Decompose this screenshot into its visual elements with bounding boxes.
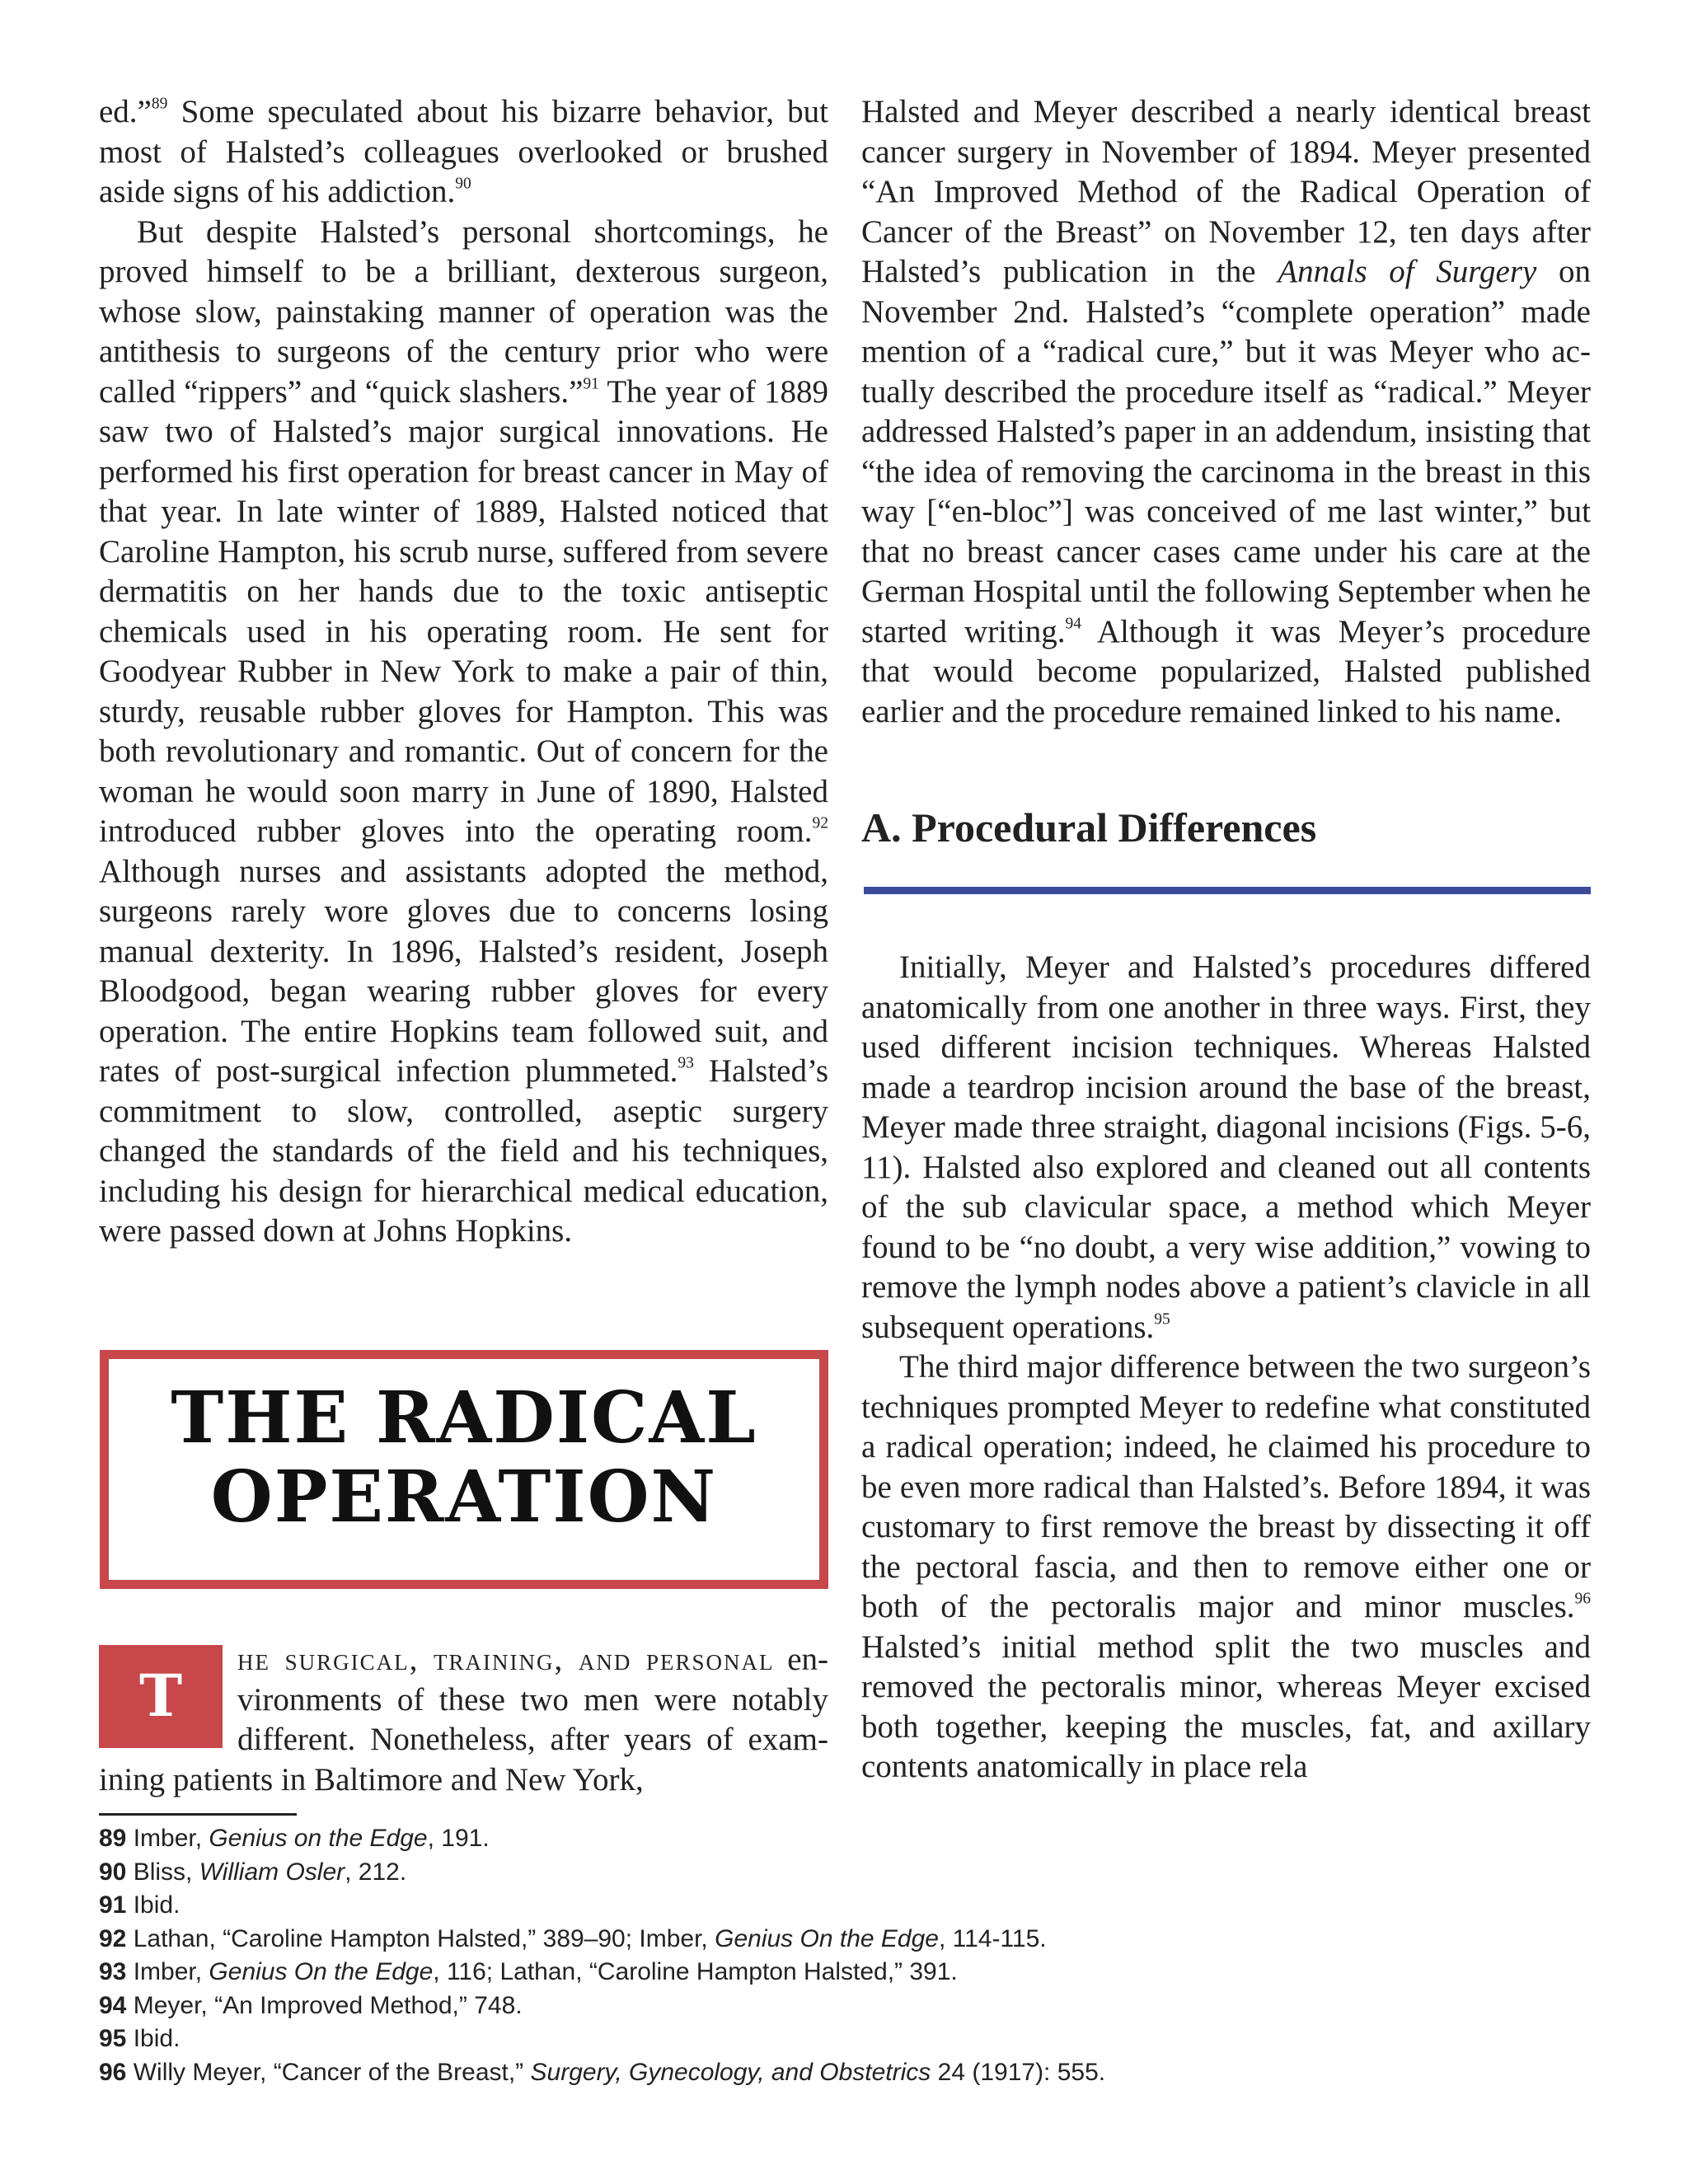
footnote-item [99, 1956, 1500, 1990]
text-run: , 114-115. [938, 1924, 1047, 1952]
footnote-number: 89 [99, 1825, 127, 1852]
text-run: Bliss, [126, 1858, 199, 1886]
text-run: Willy Meyer, “Cancer of the Breast,” [126, 2058, 531, 2086]
text-run: on November 2nd. Halsted’s “complete operation” made mention of a “radical cure,” but it was Meyer who actually described the procedure itself as “radical.” Meyer addressed Halsted’s paper in an addendum, insisting that “the idea of removing the carcinoma in the breast in this way [“en-bloc”] was conceived of me last winter,” but that no breast cancer cases came under his care at the German Hospital until the following September when he started writing. [861, 254, 1591, 649]
footnote-item [99, 1923, 1500, 1957]
left-column [99, 92, 828, 1252]
footnote-ref[interactable]: 95 [1154, 1310, 1170, 1328]
footnote-divider [99, 1813, 297, 1816]
footnote-ref[interactable]: 94 [1065, 614, 1081, 632]
body-paragraph [861, 92, 1591, 732]
text-run: The third major difference between the two surgeon’s techniques prompted Meyer to redefine what constituted a radical operation; indeed, he claimed his procedure to be even more radical than Halsted’s. Before 1894, it was customary to first remove the breast by dissecting it off the pectoral fascia, and then to remove either one or both of the pectoralis major and minor muscles. [861, 1349, 1591, 1624]
footnote-item [99, 2022, 1500, 2056]
right-column-bottom [861, 948, 1591, 1788]
text-run: , 191. [427, 1825, 490, 1852]
section-title-box [100, 1350, 828, 1589]
footnote-ref[interactable]: 96 [1574, 1590, 1591, 1608]
italic-title: Genius on the Edge [209, 1825, 428, 1852]
italic-title: Genius On the Edge [209, 1958, 434, 1985]
italic-title: Annals of Surgery [1278, 254, 1537, 289]
footnote-number: 96 [99, 2058, 127, 2086]
footnote-number: 91 [99, 1891, 127, 1919]
section-subheading: A. Procedural Differences [861, 804, 1317, 851]
footnotes [99, 1822, 1500, 2089]
footnote-ref[interactable]: 91 [583, 374, 599, 392]
text-run: Ibid. [126, 1891, 181, 1919]
footnote-item [99, 2056, 1500, 2090]
italic-title: William Osler [199, 1858, 345, 1886]
footnote-item [99, 1990, 1500, 2023]
footnote-ref[interactable]: 92 [812, 814, 828, 832]
body-paragraph [861, 1347, 1591, 1788]
dropcap-paragraph [99, 1640, 828, 1800]
footnote-ref[interactable]: 90 [455, 175, 471, 193]
text-run: Lathan, “Caroline Hampton Halsted,” 389–90; Imber, [126, 1924, 715, 1952]
italic-title: Genius On the Edge [715, 1924, 939, 1952]
text-run: Ibid. [126, 2025, 181, 2052]
drop-cap-letter: T [99, 1645, 223, 1748]
section-title: THE RADICAL OPERATION [171, 1376, 757, 1539]
text-run: , 212. [345, 1858, 407, 1886]
text-run: Halsted and Meyer described a nearly identical breast cancer surgery in November of 1894. Meyer presented “An Improved Method of the Radical Operation of Cancer of the Breast” on November 12, ten days after Halsted’s publication in the [861, 94, 1591, 289]
footnote-number: 90 [99, 1858, 127, 1886]
text-run: ed.” [99, 94, 152, 129]
footnote-ref[interactable]: 89 [151, 95, 168, 113]
text-run: Halsted’s initial method split the two muscles and removed the pectoralis minor, whereas Meyer excised both together, keeping the muscles, fat, and axillary contents anatomically in place rela [861, 1629, 1591, 1784]
text-run: But despite Halsted’s personal shortcomings, he proved himself to be a brilliant, dexterous surgeon, whose slow, painstaking manner of operation was the antithesis to surgeons of the century prior who were called “rippers” and “quick slashers.” [99, 213, 828, 410]
text-run: The year of 1889 saw two of Halsted’s major surgical innovations. He performed his first operation for breast cancer in May of that year. In late winter of 1889, Halsted noticed that Caroline Hampton, his scrub nurse, suffered from severe dermatitis on her hands due to the toxic antiseptic chemicals used in his operating room. He sent for Goodyear Rubber in New York to make a pair of thin, sturdy, reusable rubber gloves for Hampton. This was both revolutionary and romantic. Out of concern for the woman he would soon marry in June of 1890, Halsted introduced rubber gloves into the operating room. [99, 373, 828, 849]
smallcaps-lead: he surgical, training, and personal [237, 1642, 775, 1677]
heading-rule [864, 887, 1591, 894]
footnote-item [99, 1822, 1500, 1856]
text-run: 24 (1917): 555. [931, 2058, 1106, 2086]
footnote-number: 92 [99, 1924, 127, 1952]
text-run: Some speculated about his bizarre behavior, but most of Halsted’s colleagues overlooked or brushed aside signs of his addiction. [99, 94, 828, 209]
text-run: Imber, [126, 1958, 209, 1985]
right-column-top [861, 92, 1591, 732]
footnote-number: 95 [99, 2025, 127, 2052]
text-run: environments of these two men were notably different. Nonetheless, after years of examining patients in Baltimore and New York, [99, 1642, 829, 1797]
text-run: Meyer, “An Improved Method,” 748. [126, 1991, 523, 2019]
footnote-number: 94 [99, 1991, 127, 2019]
italic-title: Surgery, Gynecology, and Obstetrics [530, 2058, 931, 2086]
text-run: Although it was Meyer’s procedure that would become popularized, Halsted published earlier and the procedure remained linked to his name. [861, 613, 1591, 729]
footnote-ref[interactable]: 93 [678, 1054, 694, 1072]
text-run: Halsted’s commitment to slow, controlled, aseptic surgery changed the standards of the field and his techniques, including his design for hierarchical medical education, were passed down at Johns Hopkins. [99, 1053, 828, 1249]
body-paragraph [861, 948, 1591, 1347]
body-paragraph [99, 92, 828, 213]
text-run: , 116; Lathan, “Caroline Hampton Halsted,” 391. [433, 1958, 958, 1985]
text-run: Although nurses and assistants adopted the method, surgeons rarely wore gloves due to concerns losing manual dexterity. In 1896, Halsted’s resident, Joseph Bloodgood, began wearing rubber gloves for every operation. The entire Hopkins team followed suit, and rates of post-surgical infection plummeted. [99, 853, 828, 1089]
body-paragraph [99, 213, 828, 1252]
footnote-item [99, 1856, 1500, 1890]
text-run: Imber, [126, 1825, 209, 1852]
footnote-item [99, 1889, 1500, 1923]
footnote-number: 93 [99, 1958, 127, 1985]
text-run: Initially, Meyer and Halsted’s procedures differed anatomically from one another in three ways. First, they used different incision techniques. Whereas Halsted made a teardrop incision around the base of the breast, Meyer made three straight, diagonal incisions (Figs. 5-6, 11). Halsted also explored and cleaned out all contents of the sub clavicular space, a method which Meyer found to be “no doubt, a very wise addition,” vowing to remove the lymph nodes above a patient’s clavicle in all subsequent operations. [861, 949, 1591, 1345]
